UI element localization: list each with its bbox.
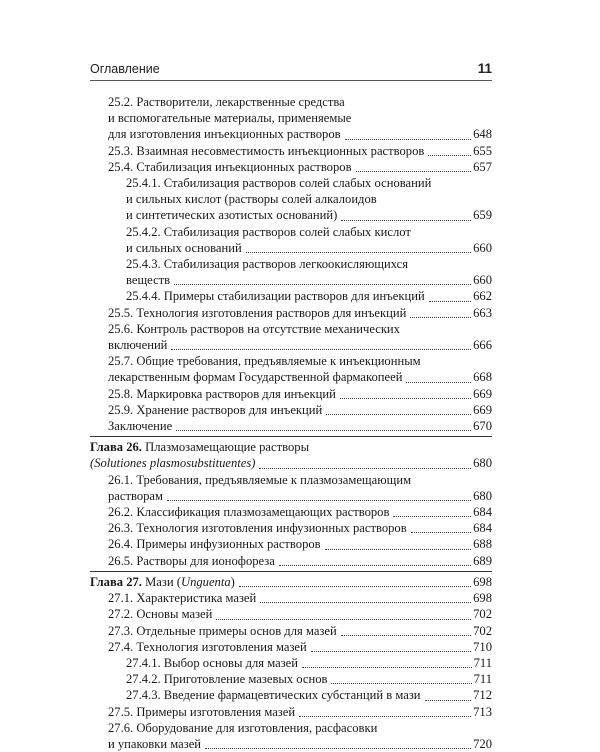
toc-page-number: 688	[473, 537, 492, 552]
toc-entry-text: 26.2. Классификация плазмозамещающих растворов	[108, 505, 390, 520]
leader-dots	[260, 601, 471, 603]
toc-entry-text: лекарственным формам Государственной фармакопеей	[108, 370, 403, 385]
toc-entry-text: 27.3. Отдельные примеры основ для мазей	[108, 623, 337, 638]
toc-entry-line	[90, 256, 492, 272]
toc-entry[interactable]	[90, 536, 492, 552]
running-head	[90, 62, 492, 81]
toc-entry-text: веществ	[126, 273, 171, 288]
toc-entry[interactable]	[90, 305, 492, 321]
chapter-label: Глава 26.	[90, 440, 142, 455]
leader-dots	[167, 499, 471, 501]
toc-entry[interactable]	[90, 337, 492, 353]
toc-page-number: 648	[473, 127, 492, 142]
toc-entry-text: 25.3. Взаимная несовместимость инъекционных растворов	[108, 143, 425, 158]
toc-entry[interactable]	[90, 704, 492, 720]
toc-page-number: 711	[473, 672, 492, 687]
chapter-divider	[90, 436, 492, 437]
toc-chapter[interactable]	[90, 455, 492, 471]
toc-entry-text: 27.4. Технология изготовления мазей	[108, 639, 307, 654]
leader-dots	[246, 251, 471, 253]
leader-dots	[326, 413, 471, 415]
toc-entry-line	[90, 175, 492, 191]
toc-page-number: 684	[473, 505, 492, 520]
leader-dots	[331, 682, 471, 684]
toc-entry[interactable]	[90, 623, 492, 639]
toc-page-number: 720	[473, 736, 492, 751]
leader-dots	[299, 715, 471, 717]
table-of-contents	[90, 94, 492, 752]
toc-page-number: 668	[473, 370, 492, 385]
leader-dots	[341, 219, 471, 221]
toc-entry-text: 25.4.3. Стабилизация растворов легкоокисляющихся	[126, 257, 409, 272]
toc-entry[interactable]	[90, 606, 492, 622]
leader-dots	[171, 348, 471, 350]
leader-dots	[325, 548, 471, 550]
leader-dots	[428, 154, 471, 156]
toc-entry-text: 26.4. Примеры инфузионных растворов	[108, 537, 321, 552]
toc-entry-text: 25.4.1. Стабилизация растворов солей слабых оснований	[126, 176, 432, 191]
toc-entry-text: 25.9. Хранение растворов для инъекций	[108, 402, 323, 417]
toc-page-number: 684	[473, 521, 492, 536]
toc-entry-line	[90, 110, 492, 126]
toc-page-number: 710	[473, 639, 492, 654]
leader-dots	[411, 531, 471, 533]
toc-entry-text: (Solutiones plasmosubstituentes)	[90, 456, 256, 471]
toc-entry[interactable]	[90, 655, 492, 671]
toc-page-number: 660	[473, 273, 492, 288]
toc-entry[interactable]	[90, 639, 492, 655]
toc-entry-text: 25.2. Растворители, лекарственные средства	[108, 95, 345, 109]
toc-entry-line	[90, 321, 492, 337]
toc-page-number: 662	[473, 289, 492, 304]
toc-page-number: 663	[473, 305, 492, 320]
leader-dots	[205, 747, 471, 749]
toc-entry[interactable]	[90, 418, 492, 434]
leader-dots	[356, 170, 472, 172]
toc-entry-text: для изготовления инъекционных растворов	[108, 127, 341, 142]
toc-page-number: 698	[473, 591, 492, 606]
toc-entry-text: растворам	[108, 488, 163, 503]
toc-entry[interactable]	[90, 671, 492, 687]
leader-dots	[311, 650, 471, 652]
toc-entry-text: 27.4.3. Введение фармацевтических субстанций в мази	[126, 688, 421, 703]
leader-dots	[239, 585, 471, 587]
toc-entry-text: Плазмозамещающие растворы	[145, 440, 310, 455]
chapter-divider	[90, 571, 492, 572]
toc-page-number: 712	[473, 688, 492, 703]
leader-dots	[174, 283, 471, 285]
toc-entry[interactable]	[90, 386, 492, 402]
toc-page-number: 689	[473, 553, 492, 568]
toc-entry-text: 27.4.2. Приготовление мазевых основ	[126, 672, 328, 687]
toc-entry[interactable]	[90, 553, 492, 569]
toc-page-number: 702	[473, 607, 492, 622]
toc-entry-text: Заключение	[108, 419, 173, 434]
leader-dots	[259, 467, 471, 469]
toc-entry[interactable]	[90, 369, 492, 385]
toc-entry-text: 27.2. Основы мазей	[108, 607, 213, 622]
toc-entry-text: 25.8. Маркировка растворов для инъекций	[108, 386, 336, 401]
leader-dots	[340, 397, 471, 399]
toc-page-number: 670	[473, 419, 492, 434]
toc-entry-text: 25.6. Контроль растворов на отсутствие механических	[108, 321, 400, 336]
toc-chapter[interactable]	[90, 574, 492, 590]
toc-entry-text: 27.1. Характеристика мазей	[108, 591, 257, 606]
leader-dots	[406, 381, 471, 383]
toc-entry-text: включений	[108, 338, 168, 353]
toc-entry-text: 27.5. Примеры изготовления мазей	[108, 704, 296, 719]
toc-entry-text: и вспомогательные материалы, применяемые	[108, 111, 352, 126]
leader-dots	[341, 634, 471, 636]
toc-entry-text: и синтетических азотистых оснований)	[126, 208, 338, 223]
chapter-label: Глава 27.	[90, 574, 142, 589]
leader-dots	[425, 699, 472, 701]
leader-dots	[393, 515, 471, 517]
toc-page-number: 702	[473, 623, 492, 638]
toc-entry[interactable]	[90, 590, 492, 606]
toc-entry-text: и сильных оснований	[126, 240, 242, 255]
leader-dots	[345, 138, 472, 140]
toc-page-number: 666	[473, 338, 492, 353]
page-number: 11	[477, 61, 492, 76]
toc-page-number: 713	[473, 704, 492, 719]
toc-page-number: 660	[473, 240, 492, 255]
leader-dots	[302, 666, 472, 668]
toc-entry-line	[90, 353, 492, 369]
toc-entry-text: и сильных кислот (растворы солей алкалоидов	[126, 192, 377, 207]
toc-page-number: 655	[473, 143, 492, 158]
toc-page-number: 657	[473, 159, 492, 174]
toc-entry-line	[90, 224, 492, 240]
toc-entry[interactable]	[90, 504, 492, 520]
toc-entry[interactable]	[90, 687, 492, 703]
toc-entry-text: 26.3. Технология изготовления инфузионных растворов	[108, 521, 407, 536]
toc-entry-line	[90, 191, 492, 207]
leader-dots	[429, 300, 471, 302]
toc-entry-text: 27.4.1. Выбор основы для мазей	[126, 655, 298, 670]
leader-dots	[176, 429, 471, 431]
toc-page-number: 659	[473, 208, 492, 223]
toc-entry[interactable]	[90, 240, 492, 256]
toc-entry-line	[90, 94, 492, 110]
toc-entry[interactable]	[90, 288, 492, 304]
toc-entry[interactable]	[90, 520, 492, 536]
toc-entry-text: 27.6. Оборудование для изготовления, расфасовки	[108, 720, 378, 735]
toc-page-number: 698	[473, 574, 492, 589]
toc-entry-line	[90, 472, 492, 488]
running-head-section: Оглавление	[90, 62, 160, 76]
toc-page-number: 680	[473, 488, 492, 503]
toc-entry-text: 26.1. Требования, предъявляемые к плазмозамещающим	[108, 472, 412, 487]
leader-dots	[410, 316, 471, 318]
leader-dots	[279, 564, 471, 566]
toc-entry-text: 25.7. Общие требования, предъявляемые к инъекционным	[108, 354, 421, 369]
toc-page-number: 669	[473, 402, 492, 417]
toc-entry[interactable]	[90, 143, 492, 159]
toc-entry[interactable]	[90, 402, 492, 418]
toc-entry[interactable]	[90, 207, 492, 223]
toc-entry-line	[90, 720, 492, 736]
toc-entry[interactable]	[90, 159, 492, 175]
toc-page-number: 711	[473, 655, 492, 670]
toc-page-number: 680	[473, 456, 492, 471]
toc-entry-text: 25.5. Технология изготовления растворов для инъекций	[108, 305, 407, 320]
toc-entry-text: 25.4.4. Примеры стабилизации растворов для инъекций	[126, 289, 425, 304]
toc-entry-text: Мази (Unguenta)	[145, 574, 235, 589]
toc-entry-text: 25.4.2. Стабилизация растворов солей слабых кислот	[126, 224, 411, 239]
toc-entry-text: 26.5. Растворы для ионофореза	[108, 553, 275, 568]
toc-chapter-line	[90, 439, 492, 455]
toc-entry[interactable]	[90, 126, 492, 142]
toc-entry-text: 25.4. Стабилизация инъекционных растворов	[108, 159, 352, 174]
toc-entry[interactable]	[90, 272, 492, 288]
toc-entry[interactable]	[90, 488, 492, 504]
leader-dots	[216, 618, 471, 620]
toc-page-number: 669	[473, 386, 492, 401]
toc-entry-text: и упаковки мазей	[108, 736, 202, 751]
